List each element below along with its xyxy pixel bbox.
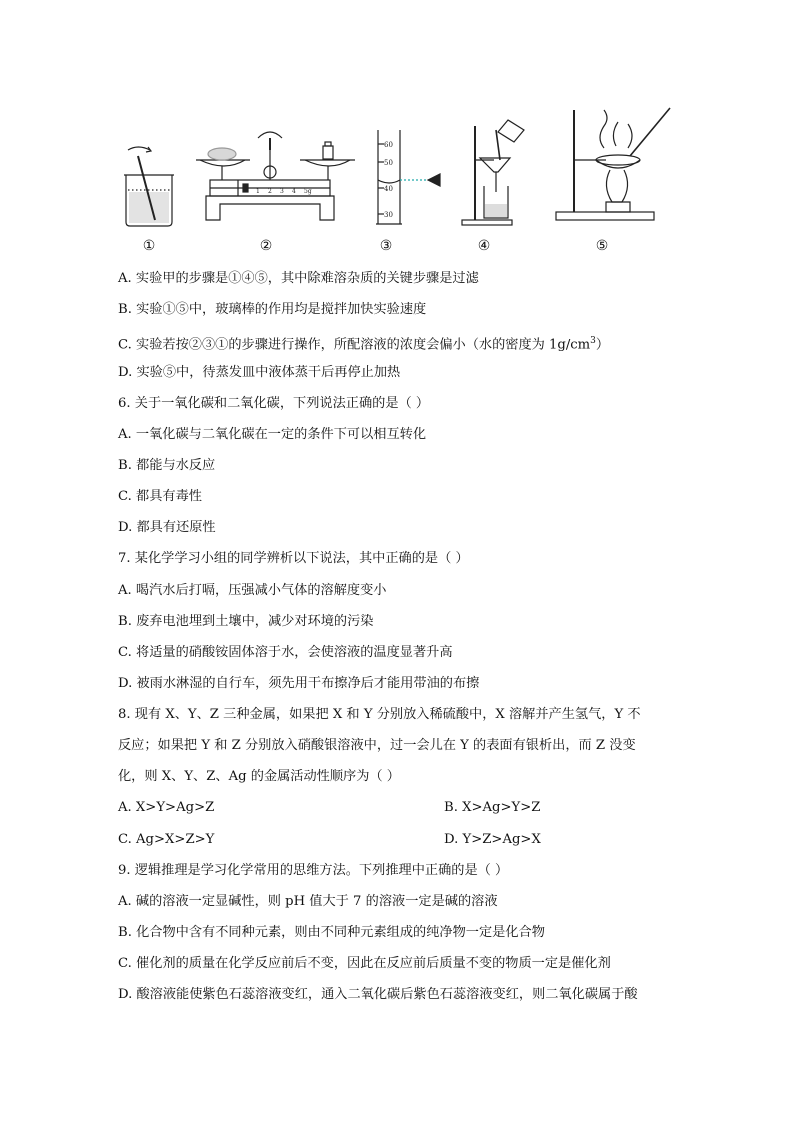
balance-icon <box>196 132 355 220</box>
apparatus-figure <box>110 100 680 265</box>
q9-option-c: C. 催化剂的质量在化学反应前后不变，因此在反应前后质量不变的物质一定是催化剂 <box>118 956 611 971</box>
q6-option-d: D. 都具有还原性 <box>118 520 216 535</box>
q5-option-c-sup: 3 <box>590 336 596 346</box>
q7-option-c: C. 将适量的硝酸铵固体溶于水，会使溶液的温度显著升高 <box>118 645 453 660</box>
q5-option-c-text: C. 实验若按②③①的步骤进行操作，所配溶液的浓度会偏小（水的密度为 1g/cm <box>118 337 591 353</box>
graduated-cylinder-icon <box>376 130 440 224</box>
q5-option-c <box>118 332 609 354</box>
q8-stem-line: 8. 现有 X、Y、Z 三种金属，如果把 X 和 Y 分别放入稀硫酸中，X 溶解并产生氢气，Y 不 <box>118 707 641 722</box>
filtration-icon <box>462 120 524 225</box>
beaker-stirring-icon <box>124 147 174 226</box>
balance-tick: 3 <box>280 188 284 195</box>
cylinder-tick: 50 <box>384 159 393 167</box>
q7-stem: 7. 某化学学习小组的同学辨析以下说法，其中正确的是（ ） <box>118 551 469 566</box>
balance-tick: 5g <box>304 188 312 195</box>
q6-option-b: B. 都能与水反应 <box>118 458 216 473</box>
label-apparatus-5: ⑤ <box>595 238 609 254</box>
q8-option-b: B. X>Ag>Y>Z <box>444 800 541 815</box>
q8-stem-line: 化，则 X、Y、Z、Ag 的金属活动性顺序为（ ） <box>118 769 400 784</box>
q5-option-a: A. 实验甲的步骤是①④⑤，其中除难溶杂质的关键步骤是过滤 <box>118 271 479 286</box>
label-apparatus-1: ① <box>142 238 156 254</box>
q8-option-a: A. X>Y>Ag>Z <box>118 800 215 815</box>
balance-tick: 4 <box>292 188 296 195</box>
balance-tick: 2 <box>268 188 272 195</box>
q8-option-c: C. Ag>X>Z>Y <box>118 832 215 847</box>
cylinder-tick: 60 <box>384 141 393 149</box>
q7-option-d: D. 被雨水淋湿的自行车，须先用干布擦净后才能用带油的布擦 <box>118 676 480 691</box>
q5-option-d: D. 实验⑤中，待蒸发皿中液体蒸干后再停止加热 <box>118 365 401 380</box>
label-apparatus-2: ② <box>259 238 273 254</box>
q9-option-d: D. 酸溶液能使紫色石蕊溶液变红，通入二氧化碳后紫色石蕊溶液变红，则二氧化碳属于酸 <box>118 987 638 1002</box>
cylinder-tick: 40 <box>384 185 393 193</box>
label-apparatus-3: ③ <box>379 238 393 254</box>
q9-stem: 9. 逻辑推理是学习化学常用的思维方法。下列推理中正确的是（ ） <box>118 863 509 878</box>
q9-option-a: A. 碱的溶液一定显碱性，则 pH 值大于 7 的溶液一定是碱的溶液 <box>118 894 498 909</box>
q5-option-c-tail: ） <box>595 337 610 353</box>
q8-option-d: D. Y>Z>Ag>X <box>444 832 541 847</box>
evaporation-icon <box>556 108 670 220</box>
q6-option-c: C. 都具有毒性 <box>118 489 202 504</box>
q5-option-b: B. 实验①⑤中，玻璃棒的作用均是搅拌加快实验速度 <box>118 302 427 317</box>
q9-option-b: B. 化合物中含有不同种元素，则由不同种元素组成的纯净物一定是化合物 <box>118 925 545 940</box>
label-apparatus-4: ④ <box>477 238 491 254</box>
q6-option-a: A. 一氧化碳与二氧化碳在一定的条件下可以相互转化 <box>118 427 427 442</box>
cylinder-tick: 30 <box>384 211 393 219</box>
q7-option-a: A. 喝汽水后打嗝，压强减小气体的溶解度变小 <box>118 583 387 598</box>
balance-tick: 1 <box>256 188 260 195</box>
q8-stem-line: 反应；如果把 Y 和 Z 分别放入硝酸银溶液中，过一会儿在 Y 的表面有银析出，而 Z 没变 <box>118 738 636 753</box>
q7-option-b: B. 废弃电池埋到土壤中，减少对环境的污染 <box>118 614 374 629</box>
q6-stem: 6. 关于一氧化碳和二氧化碳，下列说法正确的是（ ） <box>118 396 430 411</box>
